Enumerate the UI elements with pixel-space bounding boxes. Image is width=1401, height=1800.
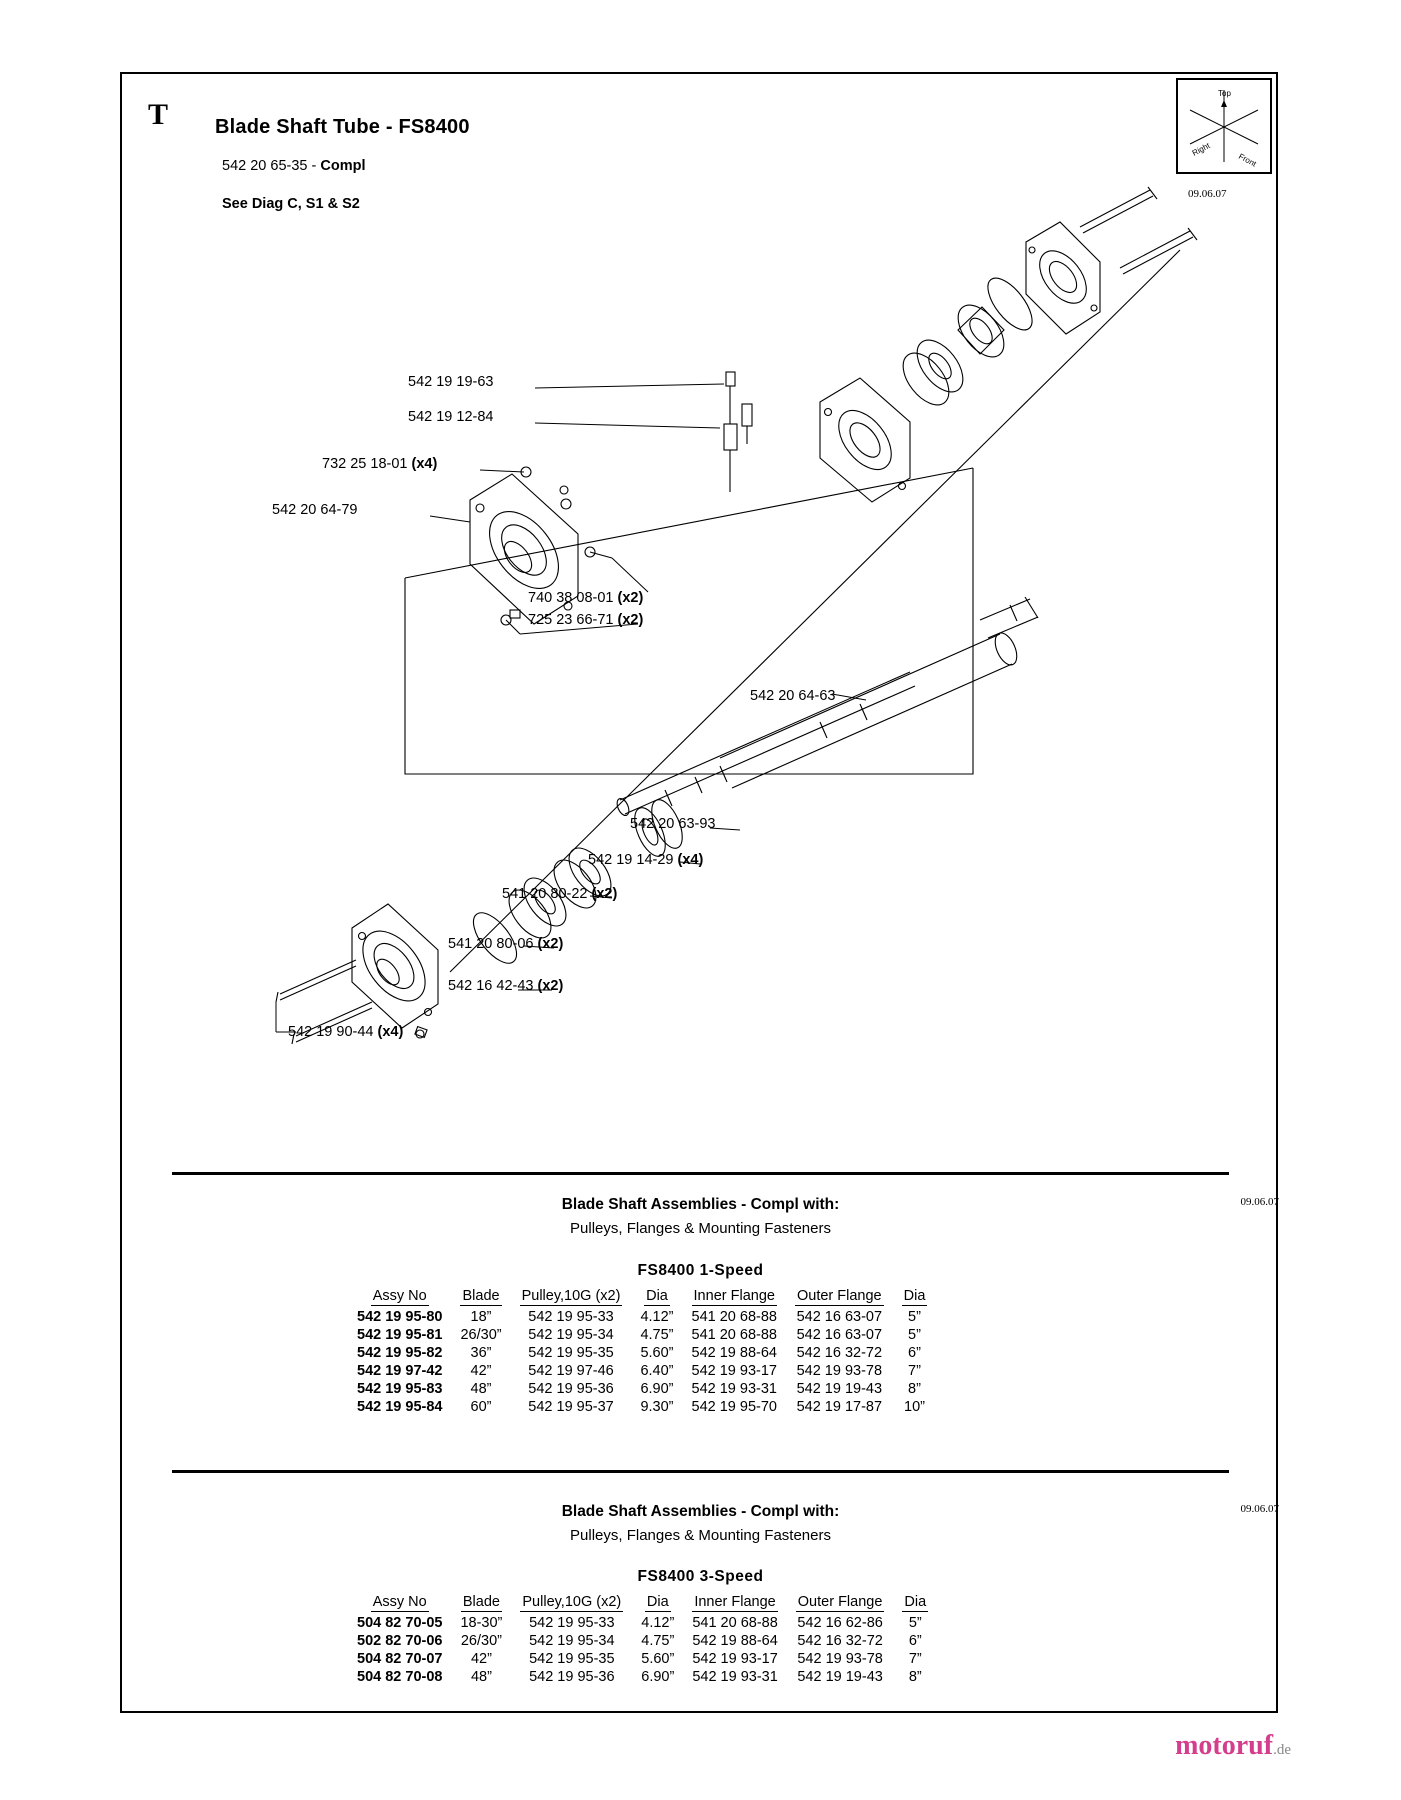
table-row <box>348 1308 936 1326</box>
cell-outer: 542 16 32-72 <box>796 1345 883 1361</box>
cell-blade: 60” <box>470 1399 492 1415</box>
cell-assy: 504 82 70-08 <box>357 1669 443 1685</box>
page-title: Blade Shaft Tube - FS8400 <box>215 116 470 138</box>
cell-dia1: 4.12” <box>641 1615 675 1631</box>
callout-542-19-19-63: 542 19 19-63 <box>408 374 494 390</box>
table-fs8400-1-speed <box>348 1288 936 1416</box>
cell-blade: 48” <box>470 1381 492 1397</box>
perspective-plane <box>405 468 973 774</box>
callout-542-20-64-79: 542 20 64-79 <box>272 502 358 518</box>
cell-pulley: 542 19 97-46 <box>528 1363 614 1379</box>
cell-outer: 542 19 93-78 <box>797 1651 883 1667</box>
table2-date: 09.06.07 <box>1240 1503 1279 1515</box>
cell-outer: 542 19 93-78 <box>796 1363 883 1379</box>
lower-flange-housing <box>276 904 438 1044</box>
cell-pulley: 542 19 95-34 <box>529 1633 615 1649</box>
upper-bearing-stack <box>820 187 1197 502</box>
cell-assy: 504 82 70-05 <box>357 1615 443 1631</box>
cell-blade: 42” <box>470 1363 492 1379</box>
col-inner-flange: Inner Flange <box>693 1288 775 1304</box>
cell-inner: 542 19 88-64 <box>692 1633 778 1649</box>
cell-outer: 542 19 19-43 <box>797 1669 883 1685</box>
table-row <box>348 1632 937 1650</box>
cell-dia2: 7” <box>908 1363 921 1379</box>
cell-assy: 542 19 95-84 <box>357 1399 443 1415</box>
cell-dia1: 9.30” <box>640 1399 674 1415</box>
col-blade: Blade <box>462 1594 500 1610</box>
svg-text:Top: Top <box>1218 89 1231 98</box>
table-row <box>348 1326 936 1344</box>
see-diagram-note: See Diag C, S1 & S2 <box>222 196 360 212</box>
svg-text:Right: Right <box>1190 141 1212 158</box>
left-housing <box>470 467 612 634</box>
cell-dia2: 6” <box>908 1345 921 1361</box>
cell-outer: 542 19 17-87 <box>796 1399 883 1415</box>
cell-dia1: 6.40” <box>640 1363 674 1379</box>
cell-blade: 48” <box>470 1669 492 1685</box>
col-dia-2: Dia <box>903 1288 926 1304</box>
table1-model: FS8400 1-Speed <box>637 1262 764 1279</box>
col-assy-no: Assy No <box>372 1288 427 1304</box>
callout-542-19-12-84: 542 19 12-84 <box>408 409 494 425</box>
table-row <box>348 1362 936 1380</box>
col-outer-flange: Outer Flange <box>797 1594 883 1610</box>
table-row <box>348 1398 936 1416</box>
cell-assy: 542 19 95-80 <box>357 1309 443 1325</box>
cell-inner: 542 19 95-70 <box>691 1399 777 1415</box>
cell-pulley: 542 19 95-37 <box>528 1399 614 1415</box>
cell-blade: 26/30” <box>460 1327 502 1343</box>
callout-542-19-90-44: 542 19 90-44 (x4) <box>288 1024 404 1040</box>
table2-title: Blade Shaft Assemblies - Compl with: <box>561 1503 840 1520</box>
cell-pulley: 542 19 95-34 <box>528 1327 614 1343</box>
svg-text:Front: Front <box>1237 151 1258 169</box>
table1-top-rule <box>172 1172 1229 1175</box>
table1-subtitle: Pulleys, Flanges & Mounting Fasteners <box>570 1220 831 1237</box>
cell-outer: 542 16 63-07 <box>796 1309 883 1325</box>
table-row <box>348 1650 937 1668</box>
callout-732-25-18-01: 732 25 18-01 (x4) <box>322 456 438 472</box>
col-outer-flange: Outer Flange <box>796 1288 882 1304</box>
col-dia-2: Dia <box>904 1594 927 1610</box>
callout-542-16-42-43: 542 16 42-43 (x2) <box>448 978 564 994</box>
cell-outer: 542 16 62-86 <box>797 1615 883 1631</box>
cell-dia2: 5” <box>908 1309 921 1325</box>
col-inner-flange: Inner Flange <box>694 1594 776 1610</box>
cell-assy: 542 19 95-82 <box>357 1345 443 1361</box>
table-fs8400-3-speed <box>348 1594 937 1686</box>
cell-assy: 542 19 97-42 <box>357 1363 443 1379</box>
cell-pulley: 542 19 95-33 <box>529 1615 615 1631</box>
section-letter: T <box>148 98 169 131</box>
cell-blade: 18” <box>470 1309 492 1325</box>
cell-inner: 542 19 93-31 <box>691 1381 777 1397</box>
motoruf-logo <box>1175 1730 1291 1762</box>
cell-blade: 36” <box>470 1345 492 1361</box>
table-row <box>348 1380 936 1398</box>
cell-dia2: 5” <box>908 1327 921 1343</box>
table-row <box>348 1614 937 1632</box>
table1-date: 09.06.07 <box>1240 1196 1279 1208</box>
cell-blade: 42” <box>470 1651 492 1667</box>
col-pulley: Pulley,10G (x2) <box>521 1288 621 1304</box>
cell-pulley: 542 19 95-33 <box>528 1309 614 1325</box>
cell-dia1: 4.12” <box>640 1309 674 1325</box>
cell-dia2: 10” <box>904 1399 925 1415</box>
col-pulley: Pulley,10G (x2) <box>522 1594 622 1610</box>
cell-dia1: 4.75” <box>641 1633 675 1649</box>
cell-dia1: 4.75” <box>640 1327 674 1343</box>
cell-inner: 542 19 88-64 <box>691 1345 777 1361</box>
callout-541-20-80-06: 541 20 80-06 (x2) <box>448 936 564 952</box>
col-dia-1: Dia <box>646 1288 668 1304</box>
cell-outer: 542 19 19-43 <box>796 1381 883 1397</box>
cell-assy: 502 82 70-06 <box>357 1633 443 1649</box>
part-number-suffix: Compl <box>320 158 366 174</box>
exploded-assembly-diagram <box>120 72 1278 1172</box>
table2-model: FS8400 3-Speed <box>637 1568 764 1585</box>
cell-inner: 542 19 93-17 <box>691 1363 777 1379</box>
callout-542-20-63-93: 542 20 63-93 <box>630 816 716 832</box>
col-dia-1: Dia <box>646 1594 669 1610</box>
callout-541-20-80-22: 541 20 80-22 (x2) <box>502 886 618 902</box>
part-number: 542 20 65-35 - <box>222 158 321 174</box>
callout-740-38-08-01: 740 38 08-01 (x2) <box>528 590 644 606</box>
cell-dia1: 6.90” <box>640 1381 674 1397</box>
cell-assy: 542 19 95-81 <box>357 1327 443 1343</box>
table-row <box>348 1344 936 1362</box>
table1-title: Blade Shaft Assemblies - Compl with: <box>561 1196 840 1213</box>
cell-dia1: 6.90” <box>641 1669 675 1685</box>
cell-outer: 542 16 32-72 <box>797 1633 883 1649</box>
col-assy-no: Assy No <box>372 1594 427 1610</box>
cell-assy: 542 19 95-83 <box>357 1381 443 1397</box>
cell-blade: 26/30” <box>460 1633 502 1649</box>
cell-dia2: 5” <box>908 1615 922 1631</box>
cell-blade: 18-30” <box>460 1615 503 1631</box>
cell-dia2: 8” <box>908 1381 921 1397</box>
assembly-drawing <box>120 72 1278 1172</box>
cell-pulley: 542 19 95-35 <box>528 1345 614 1361</box>
table2-top-rule <box>172 1470 1229 1473</box>
callout-542-20-64-63: 542 20 64-63 <box>750 688 836 704</box>
cell-inner: 541 20 68-88 <box>692 1615 778 1631</box>
cell-pulley: 542 19 95-36 <box>529 1669 615 1685</box>
cell-dia1: 5.60” <box>640 1345 674 1361</box>
diagram-date: 09.06.07 <box>1188 188 1227 200</box>
cell-inner: 542 19 93-31 <box>692 1669 778 1685</box>
table2-subtitle: Pulleys, Flanges & Mounting Fasteners <box>570 1527 831 1544</box>
cell-dia2: 8” <box>908 1669 922 1685</box>
cell-pulley: 542 19 95-35 <box>529 1651 615 1667</box>
cell-pulley: 542 19 95-36 <box>528 1381 614 1397</box>
small-fasteners <box>724 372 752 492</box>
cell-inner: 541 20 68-88 <box>691 1327 777 1343</box>
cell-inner: 542 19 93-17 <box>692 1651 778 1667</box>
table-row <box>348 1668 937 1686</box>
cell-dia1: 5.60” <box>641 1651 675 1667</box>
cell-assy: 504 82 70-07 <box>357 1651 443 1667</box>
callout-725-23-66-71: 725 23 66-71 (x2) <box>528 612 644 628</box>
logo-text: motoruf <box>1175 1730 1274 1761</box>
blade-shaft <box>615 597 1038 817</box>
cell-dia2: 6” <box>908 1633 922 1649</box>
cell-dia2: 7” <box>908 1651 922 1667</box>
callout-542-19-14-29: 542 19 14-29 (x4) <box>588 852 704 868</box>
cell-inner: 541 20 68-88 <box>691 1309 777 1325</box>
logo-suffix: .de <box>1273 1742 1291 1758</box>
cell-outer: 542 16 63-07 <box>796 1327 883 1343</box>
col-blade: Blade <box>462 1288 500 1304</box>
